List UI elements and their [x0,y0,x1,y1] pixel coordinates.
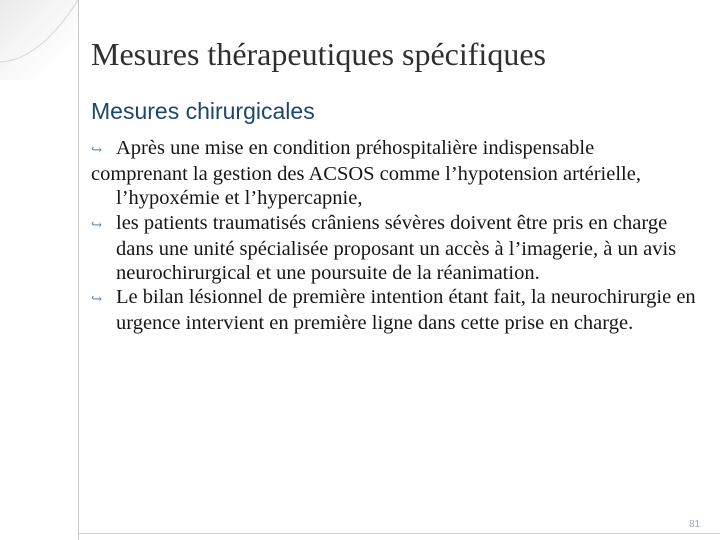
paragraph-1-text: Après une mise en condition préhospitalière indispensable [116,137,595,159]
page-number: 81 [689,519,701,530]
curved-arrow-bullet-icon: ↪ [91,216,102,232]
curved-arrow-bullet-icon: ↪ [91,291,102,307]
paragraph-1 [91,136,703,162]
paragraph-2-text: comprenant la gestion des ACSOS comme l’hypotension artérielle, l’hypoxémie et l’hypercapnie, [91,163,641,210]
slide-title: Mesures thérapeutiques spécifiques [91,36,546,72]
paragraph-4 [91,285,703,335]
paragraph-3 [91,211,703,286]
curved-arrow-bullet-icon: ↪ [91,142,102,157]
left-vertical-rule [78,0,79,540]
paragraph-3-text: les patients traumatisés crâniens sévères doivent être pris en charge dans une unité spécialisée proposant un accès à l’imagerie, à un avis neurochirurgical et une poursuite de la réanimation. [116,211,677,285]
body-text [91,136,703,336]
paragraph-4-text: Le bilan lésionnel de première intention étant fait, la neurochirurgie en urgence intervient en première ligne dans cette prise en charge. [116,286,696,335]
paragraph-2 [91,162,703,210]
section-subheading: Mesures chirurgicales [91,98,315,124]
bottom-rule [78,533,720,534]
corner-curve-decoration [0,0,80,80]
